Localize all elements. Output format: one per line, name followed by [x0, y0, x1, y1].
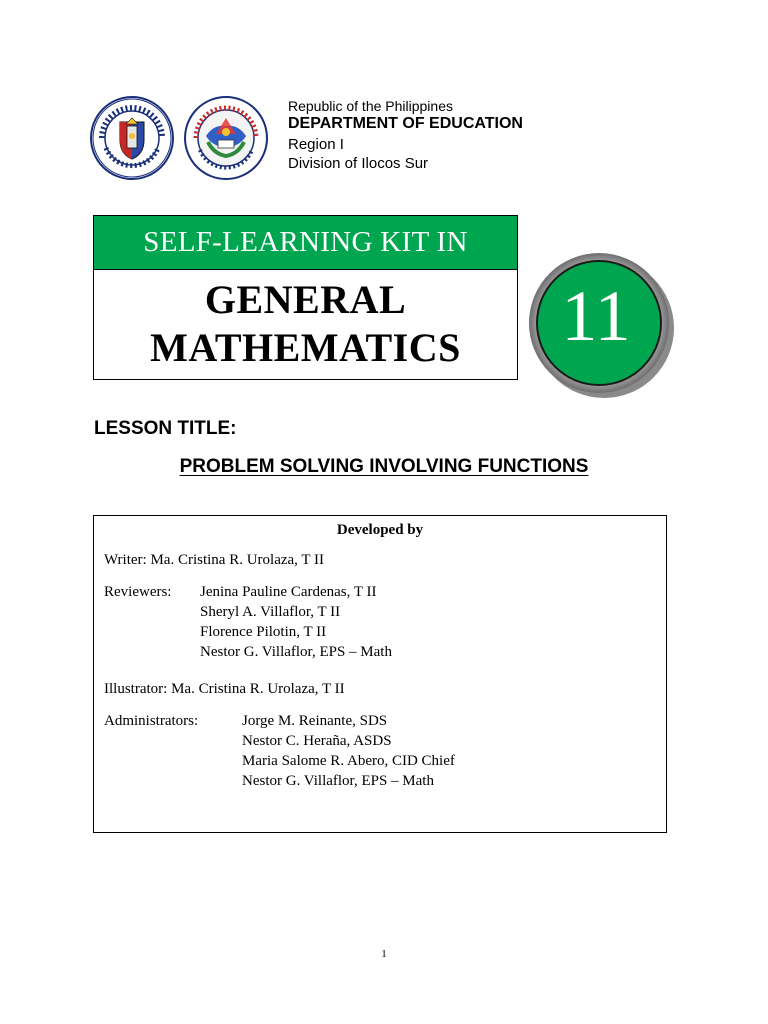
- title-band: [94, 216, 517, 270]
- deped-seal-icon: [90, 96, 174, 180]
- lesson-label: LESSON TITLE:: [94, 418, 237, 439]
- title-kit: SELF-LEARNING KIT IN: [143, 226, 468, 258]
- credits-administrators-label: Administrators:: [104, 713, 199, 729]
- title-subject-line1: GENERAL: [204, 277, 407, 322]
- credits-writer: Writer: Ma. Cristina R. Urolaza, T II: [104, 552, 325, 568]
- header-division: Division of Ilocos Sur: [288, 155, 429, 172]
- credits-illustrator: Illustrator: Ma. Cristina R. Urolaza, T II: [104, 681, 345, 697]
- credits-reviewer: Florence Pilotin, T II: [200, 624, 327, 640]
- credits-reviewers-label: Reviewers:: [104, 584, 172, 600]
- lesson-name-text: PROBLEM SOLVING INVOLVING FUNCTIONS: [179, 456, 589, 477]
- credits-reviewer: Sheryl A. Villaflor, T II: [200, 604, 341, 620]
- credits-administrator: Jorge M. Reinante, SDS: [242, 713, 388, 729]
- header-republic: Republic of the Philippines: [288, 98, 453, 114]
- credits-box: [93, 515, 667, 833]
- title-subject: [94, 276, 517, 372]
- division-seal-icon: [184, 96, 268, 180]
- header-department: DEPARTMENT OF EDUCATION: [288, 115, 523, 132]
- credits-administrator: Nestor C. Heraña, ASDS: [242, 733, 392, 749]
- credits-reviewer: Jenina Pauline Cardenas, T II: [200, 584, 377, 600]
- page-number: 1: [381, 948, 387, 960]
- title-box: [93, 215, 518, 380]
- header-region: Region I: [288, 136, 344, 153]
- credits-heading: Developed by: [336, 522, 424, 538]
- credits-administrator: Nestor G. Villaflor, EPS – Math: [242, 773, 434, 789]
- title-subject-line2: MATHEMATICS: [150, 325, 461, 370]
- credits-reviewer: Nestor G. Villaflor, EPS – Math: [200, 644, 392, 660]
- lesson-name: [0, 456, 768, 478]
- credits-administrator: Maria Salome R. Abero, CID Chief: [242, 753, 455, 769]
- grade-number: 11: [561, 276, 631, 356]
